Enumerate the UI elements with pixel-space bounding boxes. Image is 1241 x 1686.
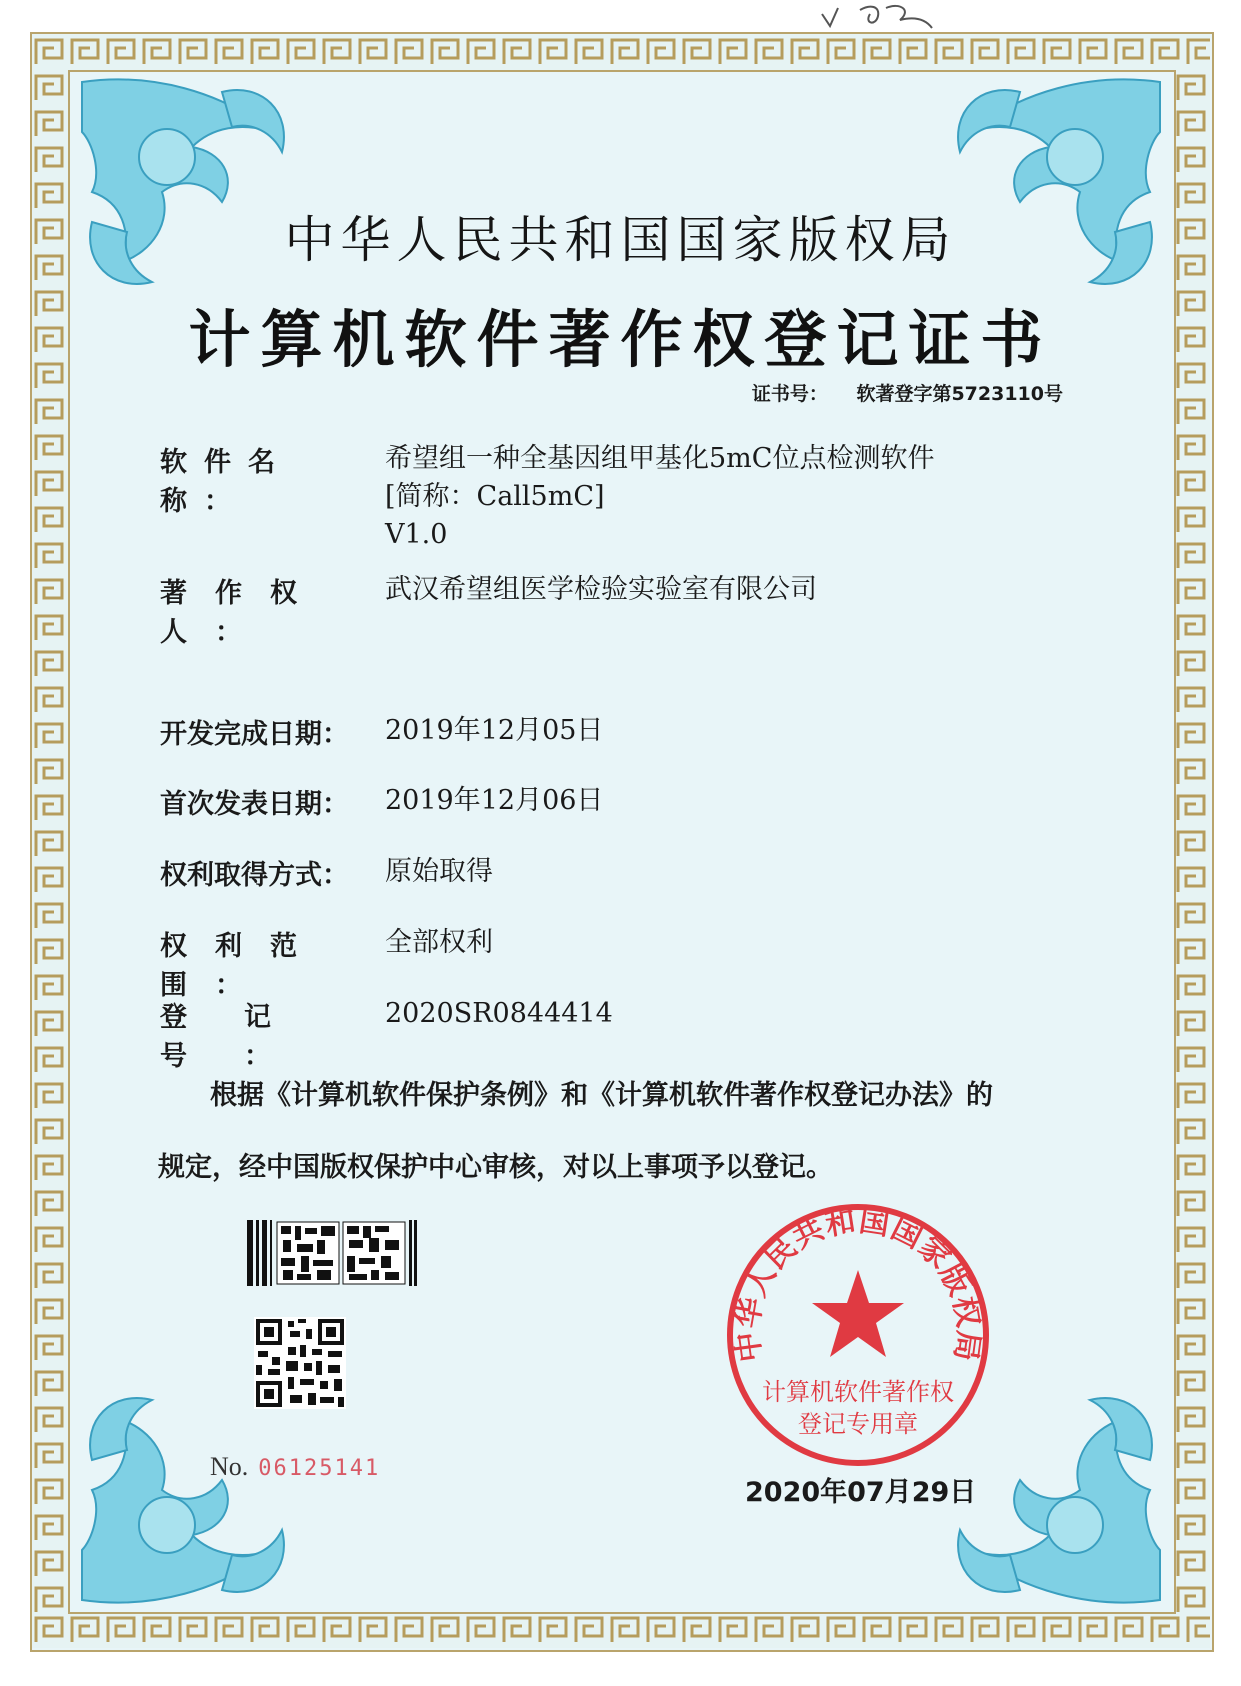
certificate-number	[752, 379, 1063, 406]
development-completed-label: 开发完成日期：	[160, 719, 349, 750]
rights-scope-label: 权利范围：	[160, 931, 325, 1001]
software-name-line-3: V1.0	[385, 519, 448, 550]
software-name-value	[385, 440, 1085, 554]
certificate-title: 计算机软件著作权登记证书	[188, 303, 1053, 376]
seal-inner-line-2: 登记专用章	[798, 1410, 918, 1438]
qr-code	[254, 1317, 346, 1409]
rights-acquisition-value: 原始取得	[385, 856, 493, 887]
certificate-number-value: 软著登字第5723110号	[856, 383, 1063, 405]
issuing-agency-title: 中华人民共和国国家版权局	[284, 211, 957, 269]
official-seal-stamp	[723, 1200, 993, 1470]
seal-inner-line-1: 计算机软件著作权	[762, 1378, 954, 1406]
first-published-value: 2019年12月06日	[385, 785, 604, 816]
rights-acquisition-label: 权利取得方式：	[160, 860, 349, 891]
issue-date: 2020年07月29日	[745, 1477, 977, 1508]
software-name-line-1: 希望组一种全基因组甲基化5mC位点检测软件	[385, 443, 935, 474]
software-name-line-2: [简称：Call5mC]	[385, 481, 605, 512]
rights-scope-value: 全部权利	[385, 927, 493, 958]
copyright-owner-value: 武汉希望组医学检验实验室有限公司	[385, 574, 817, 605]
serial-number	[210, 1452, 380, 1482]
first-published-label: 首次发表日期：	[160, 789, 349, 820]
certificate-number-label: 证书号：	[751, 383, 828, 405]
statement-line-1: 根据《计算机软件保护条例》和《计算机软件著作权登记办法》的	[210, 1080, 993, 1111]
software-name-label: 软件名称：	[160, 447, 292, 517]
development-completed-value: 2019年12月05日	[385, 715, 604, 746]
seal-outer-text: 中华人民共和国国家版权局	[730, 1203, 986, 1364]
barcode	[247, 1220, 417, 1286]
corner-ornament-bottom-left	[72, 1380, 302, 1610]
statement-line-2: 规定，经中国版权保护中心审核，对以上事项予以登记。	[158, 1152, 833, 1183]
registration-number-value: 2020SR0844414	[385, 998, 613, 1029]
copyright-owner-label: 著作权人：	[160, 578, 325, 648]
serial-number-value: 06125141	[258, 1456, 381, 1481]
registration-number-label: 登记号：	[160, 1002, 328, 1072]
serial-number-label: No.	[210, 1452, 249, 1481]
handwritten-check-mark	[820, 0, 940, 38]
